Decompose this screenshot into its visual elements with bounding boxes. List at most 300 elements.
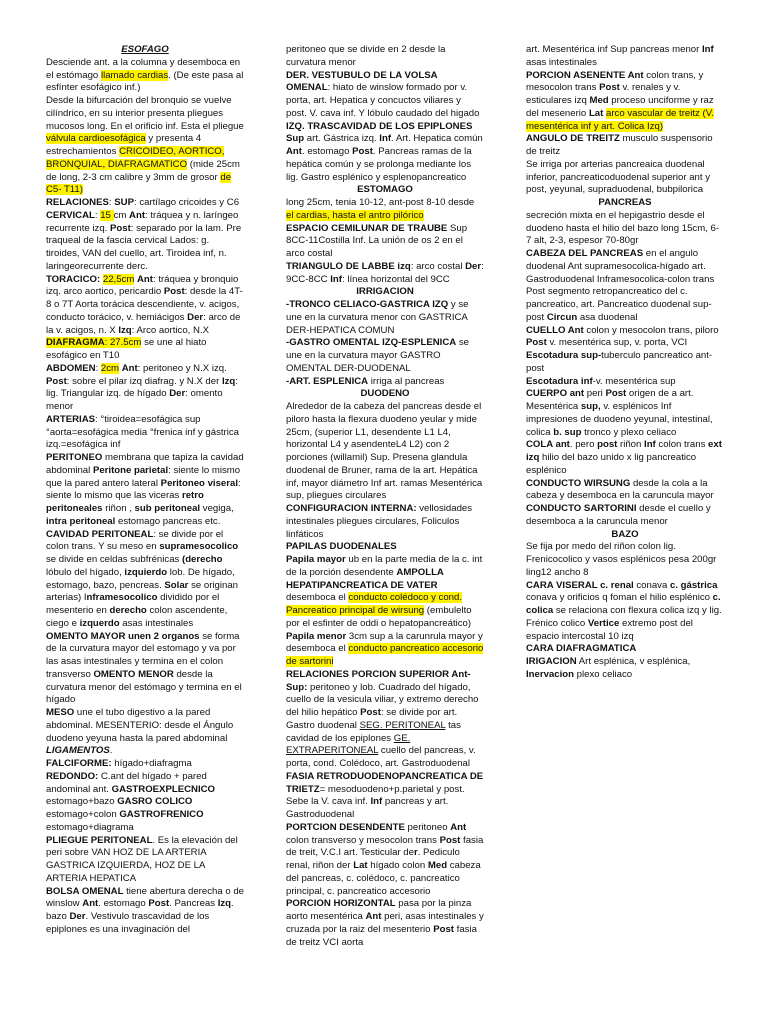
text-run: Vertice [587,617,620,629]
text-run: colon trans [655,439,709,451]
text-run: membrana que tapiza la cavidad abdominal [46,452,244,476]
text-run: : siente lo mismo que las viceras [46,477,241,502]
text-run: colon trans, y mesocolon trans [526,69,704,94]
text-column-3 [526,44,724,682]
text-run: Inf [330,273,342,285]
text-run: RELACIONES PORCION SUPERIOR Ant-Sup: [286,668,471,693]
text-run: r [413,847,418,859]
text-run: desde la curvatura menor del estómago y termina en el hígado [46,668,242,706]
text-run: RELACIONES [46,197,109,208]
text-run: en el angulo duodenal Ant supramesocolica-hígado art. Gastroduodenal Inframesocolica-colon trans Post segmento retropancreatico del c. pancreatico, art. Pancreatico duodenal sup-post [526,248,715,323]
text-run: nframesocolico [86,592,158,604]
text-run: . Pediculo renal, riñon der [286,847,460,871]
text-run: CARA VISERAL c. renal [526,579,634,591]
text-run: SUP [114,197,134,208]
highlighted-text: 15 [100,209,114,221]
highlighted-text: conducto colédoco y cond. Pancreatico principal de wirsung [286,592,463,616]
text-run: . pero [569,439,598,451]
text-run: TORACICO: [46,273,103,285]
highlighted-text: llamado cardias [100,69,169,81]
text-run: Der [169,388,186,400]
text-run: secreción mixta en el hepigastrio desde el duodeno hasta el hilio del bazo long 15cm, 6-7 alt, 2-3, espesor 70-80gr [526,209,720,247]
text-run: Peritone parietal [92,464,169,476]
text-paragraph [286,376,484,389]
text-run: . bazo [46,898,234,922]
text-run: izquierdo [124,566,168,578]
text-paragraph [286,541,484,554]
text-run: se forma de la curvatura mayor del estomago y va por las asas intestinales y termina en el colon transverso [46,630,240,680]
highlighted-text: el cardias, hasta el antro pilórico [286,209,424,221]
text-run: : [108,197,115,208]
text-run: ABDOMEN [46,362,96,374]
text-paragraph [46,758,244,771]
text-run: se une en la curvatura mayor GASTRO OMENTAL DER-DUODENAL [286,337,470,374]
text-run: AMPOLLA HEPATIPANCREATICA DE VATER [286,566,444,591]
text-run: BOLSA OMENAL [46,885,124,897]
text-run: = mesoduodeno+p.parietal y post. Sebe la V. cava inf. [286,783,465,808]
text-paragraph [286,822,484,899]
text-paragraph [286,299,484,337]
text-run: se originan arterias) I [46,579,239,604]
text-run: IRIGACION [526,656,577,667]
highlighted-text: válvula cardioesofágica [46,133,146,145]
text-column-1 [46,44,244,937]
text-run: Sup 8CC-11Costilla Inf. La unión de os 2 en el arco costal [286,222,468,259]
text-run: Ant [365,911,382,922]
text-run: ext izq [526,439,722,463]
text-paragraph [46,529,244,631]
text-run: PERITONEO [46,452,103,463]
text-run: . Es la elevación del peri sobre VAN HOZ DE LA ARTERIA GASTRICA IZQUIERDA, HOZ DE LA ARTERIA HEPATICA [46,834,238,884]
highlighted-text: 2cm [100,362,120,374]
text-run: : desde la 4T-8 o 7T Aorta torácica descendiente, v. acigos, conducto torácico, v. hemiácigos [46,286,243,323]
text-paragraph [526,44,724,70]
text-run: Desde la bifurcación del bronquio se vuelve cilíndrico, en su interior presenta pliegues mucosos long. En el orificio inf. Esta el pliegue [46,95,244,132]
text-run: : separado por la lam. Pre traqueal de la fascia cervical Lados: g. tiroides, VAN del cuello, art. Tiroidea inf, n. laringeorecurrente derc. [46,222,242,272]
text-run: Peritoneo viseral [160,477,238,489]
text-run: post [597,439,618,451]
text-run: GASTROEXPLECNICO [111,783,216,795]
text-run: Post [433,923,454,935]
text-run: -v. mesentérica sup [592,375,676,387]
text-paragraph [46,274,244,338]
text-run: colon ascendente, ciego e [46,605,228,629]
text-run: v. renales y v. esticulares izq [526,82,681,106]
text-paragraph [46,44,244,57]
text-run: Post [46,375,67,387]
text-run: : cartílago cricoides y C6 [133,197,240,208]
text-run: se relaciona con flexura colica izq y lig. Frénico colico [526,605,722,629]
text-run: Der [69,911,86,922]
text-run: (embulelto por el esfinter de oddi o hepatopancreático) [286,605,472,629]
text-run: desemboca el [286,592,349,604]
text-run: Ant [137,273,153,285]
text-run: colon y mesocolon trans, piloro [583,324,719,336]
text-run: : arco costal [410,260,466,272]
text-run: lóbulo del hígado, [46,566,125,578]
text-run: PORCION ASENENTE Ant [526,69,644,81]
text-run: CONFIGURACION INTERNA: [286,503,417,514]
text-run: FASIA RETRODUODENOPANCREATICA DE TRIETZ [286,770,484,795]
text-run: peritoneo [404,821,451,833]
text-run: (mide 25cm de long, 2-3 cm calibre y 3mm de grosor [46,158,240,183]
text-run: y se une en la curvatura menor con GASTRICA DER-HEPATICA COMUN [286,299,469,336]
text-run: Solar [164,579,189,591]
text-run: v. esplénicos Inf impresiones de duodeno yeyunal, intestinal, colica [526,401,713,438]
section-heading [286,286,484,299]
text-run: lob. De hígado, estomago, bazo, pencreas. [46,566,235,591]
text-paragraph [526,210,724,248]
text-run: Post [526,337,547,349]
text-paragraph [286,898,484,949]
text-run: art. Gástrica izq. [304,133,380,145]
text-run: pasa por la pinza aorto mesentérica [286,898,472,922]
text-run: tronco y plexo celiaco [581,426,677,438]
text-paragraph [526,478,724,504]
text-run: Lat [588,107,604,119]
text-run: hígado colon [367,860,428,871]
section-heading [526,529,724,542]
text-run: riñon [617,439,645,451]
text-run: estomago+diagrama [46,821,134,833]
highlighted-text: 22,5cm [102,273,135,285]
text-run: PORCION HORIZONTAL [286,898,396,910]
text-run: Inf [701,44,714,55]
section-heading [526,197,724,210]
text-run: izq [397,260,411,272]
text-run: Med [427,860,448,871]
text-run: Ant [121,362,138,374]
text-paragraph [46,363,244,414]
text-paragraph [526,656,724,669]
text-run: v. mesentérica sup, v. porta, VCI [546,337,688,349]
text-run: : [94,209,101,221]
text-paragraph [286,70,484,121]
text-run: intra peritoneal [46,515,116,527]
text-run: ANGULO DE TREITZ [526,133,620,145]
text-run: peri [584,388,606,400]
text-run: PLIEGUE PERITONEAL [46,834,153,846]
text-paragraph [46,95,244,197]
text-column-2 [286,44,484,949]
text-run: hilio del bazo unido x lig pancreatico esplénico [526,452,697,476]
text-run: Art esplénica, v esplénica, [576,656,691,667]
text-run: fasia de treitz VCI aorta [286,923,477,948]
text-paragraph [46,771,244,835]
text-run: : [95,362,101,374]
text-paragraph [526,248,724,325]
text-run: colon transverso y mesocolon trans [286,834,440,846]
text-run: Izq [118,324,132,336]
text-run: se divide en celdas subfrénicas [46,554,182,565]
text-run: Papila mayor [286,554,346,565]
text-run: C.ant del hígado + pared andominal ant. [46,770,207,795]
text-run: conava y orificios q foman el hilio esplénico [526,592,713,604]
text-run: Post [599,82,620,94]
text-run: CARA DIAFRAGMATICA [526,643,637,655]
text-run: (derecho [182,554,223,565]
text-run: ESPACIO CEMILUNAR DE TRAUBE [286,222,448,234]
text-paragraph [46,337,244,363]
text-run: Post [605,388,627,400]
text-run: peritoneo y lob. Cuadrado del hígado, cuello de la vesicula viliar, y extremo derecho del hilio hepático [286,681,479,718]
text-run: . (De este pasa al esfínter esofágico inf.) [46,69,244,94]
text-run: : línea horizontal del 9CC [341,273,450,285]
text-run: ESOFAGO [121,44,169,55]
highlighted-text: CRICOIDEO, AORTICO, BRONQUIAL, DIAFRAGMATICO [46,146,225,170]
text-run: : lig. Triangular izq. de hígado [46,375,238,400]
text-run: fasia de treit, V.C.I art. Testicular de [286,834,484,859]
text-paragraph [286,554,484,631]
text-run: Papila menor [286,630,347,642]
text-run: Post [360,707,381,718]
text-run: cm [113,209,130,221]
text-run: c. colica [526,592,721,616]
text-run: pancreas y art. Gastroduodenal [286,796,449,820]
text-paragraph [46,631,244,708]
text-paragraph [526,376,724,389]
text-paragraph [286,223,484,261]
text-paragraph [46,452,244,529]
text-run: Izq [217,898,232,910]
text-run: OMENTO MAYOR unen 2 organos [46,630,200,642]
text-run: GASTROFRENICO [119,809,204,820]
text-run: Inervacion [526,668,574,680]
text-run: origen de a art. Mesentérica [526,388,694,412]
text-run: Ant [450,821,467,833]
text-run: riñon , [102,503,135,514]
text-run: CONDUCTO SARTORINI [526,503,637,514]
text-run: GASRO COLICO [117,796,193,808]
text-run: Escotadura inf [526,375,593,387]
highlighted-text: : 27.5cm [104,337,142,349]
text-run: desde el cuello y desemboca a la caruncula menor [526,503,711,527]
text-run: sub peritoneal [134,503,201,514]
text-run: Izq [221,375,236,387]
text-run: . [109,745,113,757]
text-run: -GASTRO OMENTAL IZQ-ESPLENICA [286,337,457,349]
highlighted-text: de C5- T11) [46,171,232,196]
text-paragraph [526,159,724,197]
text-run: Ant [82,898,99,910]
text-run: MESO [46,707,75,718]
text-run: . Art. Hepatica común [391,133,483,145]
text-run: hígado+diafragma [111,758,192,769]
text-run: : se divide por el colon trans. Y su meso en [46,528,224,553]
text-run: : siente lo mismo que la pared antero lateral [46,464,241,489]
highlighted-text: arco vascular de treitz (V. mesentérica inf y art. Colica Izq) [526,107,714,132]
text-paragraph [286,337,484,375]
text-run: Lat [353,860,368,871]
text-run: y presenta 4 estrechamientos [46,133,202,157]
text-run: cabeza del pancreas, c. colédoco, c. pancreatico principal, c. pancreatico accesorio [286,860,481,897]
text-run: : tráquea y n. laríngeo recurrente izq. [46,209,239,234]
text-run: . Pancreas ramas de la hepática común y se prolonga mediante los lig. Gastro esplénico y esplenopancreatico [286,146,472,183]
text-run: . estomago [301,146,353,157]
text-run: irriga al pancreas [368,375,445,387]
text-run: DER. VESTUBULO DE LA VOLSA OMENAL [286,69,438,94]
text-paragraph [526,503,724,529]
text-run: asas intestinales [119,617,194,629]
text-paragraph [46,886,244,937]
text-run: Post [163,286,185,298]
text-run: vegiga, [200,503,234,514]
text-run: tuberculo pancreatico ant-post [526,350,713,374]
text-paragraph [286,631,484,669]
text-run: estomago pancreas etc. [115,515,221,527]
text-run: : hiato de winslow formado por v. porta, art. Hepatica y concuctos viliares y post. V. cava inf. Y lóbulo caudado del higado [286,82,480,119]
text-run: tas cavidad de los epiplones [286,719,461,744]
text-run: Der [465,260,482,272]
text-run: derecho [109,605,147,616]
text-run: estomago+bazo [46,796,118,808]
text-paragraph [526,70,724,134]
text-paragraph [286,503,484,541]
text-run: CABEZA DEL PANCREAS [526,248,644,259]
text-paragraph [526,669,724,682]
text-run: . estomago [98,898,149,910]
text-paragraph [46,745,244,758]
text-run: PANCREAS [598,197,652,208]
text-paragraph [526,325,724,376]
text-paragraph [526,133,724,159]
text-run: : 9CC-8CC [286,260,484,285]
text-run: Circun [546,311,578,323]
text-run: -ART. ESPLENICA [286,375,369,387]
text-paragraph [46,707,244,745]
text-paragraph [286,771,484,822]
text-run: Ant [286,146,302,157]
text-paragraph [526,643,724,656]
text-run: vellosidades intestinales pliegues circulares, Foliculos linfáticos [286,503,473,540]
text-run: CAVIDAD PERITONEAL [46,528,154,540]
text-run: Post [110,222,131,234]
text-run: ESTOMAGO [357,184,413,196]
text-run: Ant [129,209,146,221]
text-run: : se divide por art. Gastro duodenal [286,707,458,731]
text-run: Post [352,146,373,157]
text-run: SEG. PERITONEAL [359,719,446,731]
text-run: ARTERIAS [46,413,96,425]
text-run: TRIANGULO DE LABBE [286,260,395,272]
text-run: . Pancreas [169,898,218,910]
text-run: cuello del pancreas, v. porta, cond. Colédoco, art. Gastroduodenal [286,745,476,769]
text-paragraph [286,669,484,771]
text-run: ub en la parte media de la c. int de la porción desendente [286,554,483,578]
text-run: peritoneo que se divide en 2 desde la curvatura menor [286,44,446,68]
text-run: Der [187,311,204,323]
text-run: . Vestivulo trascavidad de los epiplones es una invaginación del [46,911,210,935]
text-run: GE. EXTRAPERITONEAL [286,732,411,757]
text-run: desde la cola a la cabeza y desemboca en la caruncula mayor [526,477,714,502]
text-paragraph [46,57,244,95]
text-paragraph [526,541,724,579]
text-run: PORTCION DESENDENTE [286,821,405,833]
text-run: supramesocolico [159,541,239,553]
text-run: Desciende ant. a la columna y desemboca en el estómago [46,56,241,81]
text-run: musculo suspensorio de treitz [526,133,713,157]
text-run: Inf [379,133,392,145]
text-run: CUERPO ant [526,388,585,400]
text-run: : arco de la v. acigos, n. X [46,311,241,336]
text-paragraph [526,580,724,644]
section-heading [286,184,484,197]
text-run: Alrededor de la cabeza del pancreas desde el piloro hasta la flexura duodeno yeular y mide 25cm, (superior L1, desendente L1 L4, horizontal L4 y asendenteL4 L2) con 2 porciones (willamil) Sup. Presena glandula duodenal de Bruner, rama de la art. Hepática inf, mayor diámetro Inf art. ramas Mesentérica sup, pliegues circulares [286,401,483,502]
text-run: Se fija por medo del riñon colon lig. Frenicocolico y vasos esplénicos pesa 200gr ling12 ancho 8 [526,541,717,578]
text-paragraph [286,197,484,223]
text-paragraph [526,439,724,477]
text-run: c. gástrica [669,579,718,591]
text-run: REDONDO: [46,770,99,782]
text-run: peri, asas intestinales y cruzada por la raiz del mesenterio [286,911,484,935]
text-run: estomago+colon [46,809,120,820]
section-heading [286,388,484,401]
text-run: Post [439,834,461,846]
text-run: IRRIGACION [356,286,414,298]
text-run: dividido por el mesenterio en [46,592,220,616]
text-run: art. Mesentérica inf Sup pancreas menor [526,44,702,55]
text-run: 3cm sup a la carunrula mayor y desemboca el [286,630,483,655]
text-run: : sobre el pilar izq diafrag. y N.X der [66,375,222,387]
text-run: CONDUCTO WIRSUNG [526,477,631,489]
text-paragraph [526,388,724,439]
text-run: proceso unciforme y raz del mesenerio [526,95,714,119]
text-run: tiene abertura derecha o de winslow [46,885,245,910]
text-run: Inf [644,439,656,451]
text-run: Escotadura sup- [526,350,602,361]
text-run: IZQ. TRASCAVIDAD DE LOS EPIPLONES Sup [286,120,473,145]
text-run: : tráquea y bronquio izq. arco aortico, pericardio [46,273,239,298]
text-run: izquerdo [79,617,120,629]
text-run: long 25cm, tenia 10-12, ant-post 8-10 desde [286,197,475,208]
text-paragraph [286,44,484,70]
text-run: b. sup [553,426,582,438]
text-run: BAZO [611,528,639,540]
text-run: extremo post del espacio intercostal 10 izq [526,617,693,642]
text-run: asas intestinales [526,56,597,68]
text-run: conava [633,579,670,591]
text-run: plexo celiaco [574,668,633,680]
text-run: Post [148,898,170,910]
text-paragraph [46,197,244,274]
text-run: : °tiroidea=esofágica sup °aorta=esofágica media °frenica inf y gástrica izq.=esofágica inf [46,413,239,451]
text-run: Se irriga por arterias pancreaica duodenal inferior, pancreaticoduodenal superior ant y post, yeyunal, supraduodenal, bubpilorica [526,158,710,196]
text-run: COLA ant [526,439,570,451]
text-run: LIGAMENTOS [46,745,110,757]
text-paragraph [286,261,484,287]
text-run: une el tubo digestivo a la pared abdominal. MESENTERIO: desde el Ángulo duodeno yeyuna hasta la pared abdominal [46,707,234,744]
text-run: asa duodenal [577,311,638,323]
text-run: FALCIFORME: [46,758,112,769]
text-run: PAPILAS DUODENALES [286,541,397,553]
text-paragraph [46,414,244,452]
text-run: CUELLO Ant [526,324,584,336]
text-run: Med [589,95,609,106]
text-run: OMENTO MENOR [93,668,174,680]
text-paragraph [286,121,484,185]
text-run: DUODENO [360,388,410,400]
text-run: : Arco aortico, N.X [131,324,209,336]
highlighted-text: DIAFRAGMA [46,337,105,349]
text-run: retro peritoneales [46,490,204,514]
text-paragraph [286,401,484,503]
text-run: : peritoneo y N.X izq. [137,362,227,374]
text-run: Inf [370,796,383,808]
text-run: : omento menor [46,388,223,412]
text-run: se une al hiato esofágico en T10 [46,337,207,361]
text-run: -TRONCO CELIACO-GASTRICA IZQ [286,299,449,310]
text-paragraph [46,835,244,886]
